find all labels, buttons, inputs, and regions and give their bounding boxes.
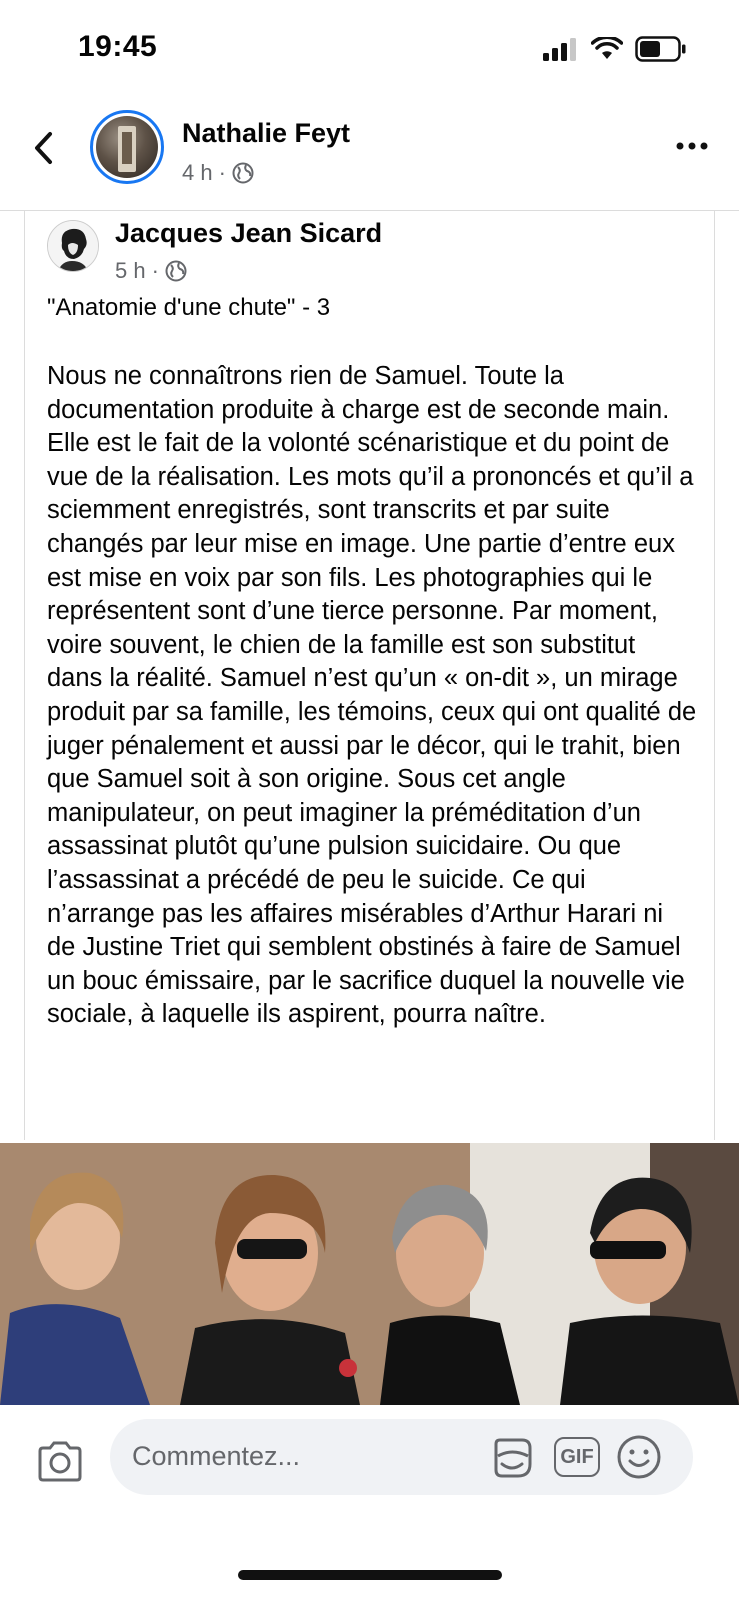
post-body: Nous ne connaîtrons rien de Samuel. Toute la documentation produite à charge est de seconde main. Elle est le fait de la volonté scénaristique et du point de vue de la réalisation. Les mots qu’il a prononcés et qu’il a sciemment enregistrés, sont transcrits et par suite changés par leur mise en image. Une partie d’entre eux est mise en voix par son fils. Les photographies qui le représentent sont d’une tierce personne. Par moment, voire souvent, le chien de la famille est son substitut dans la réalité. Samuel n’est qu’un « on-dit », un mirage produit par sa famille, les témoins, ceux qui ont qualité de juger pénalement et aussi par le décor, qui le trahit, bien que Samuel soit à son origine. Sous cet angle manipulateur, on peut imaginer la préméditation d’un assassinat plutôt qu’une pulsion suicidaire. Ou que l’assassinat a précédé de peu le suicide. Ce qui n’arrange pas les affaires misérables d’Arthur Harari ni de Justine Triet qui semblent obstinés à faire de Samuel un bouc émissaire, par le sacrifice duquel la nouvelle vie sociale, à laquelle ils aspirent, pourra naître. <box>47 362 697 1029</box>
shared-author-name[interactable]: Jacques Jean Sicard <box>115 218 383 248</box>
avatar-photo <box>96 116 158 178</box>
comment-placeholder: Commentez... <box>132 1441 301 1471</box>
wifi-icon <box>591 37 623 61</box>
status-bar <box>0 0 739 96</box>
shared-post-meta <box>115 258 187 284</box>
meta-separator: · <box>218 160 226 185</box>
status-time: 19:45 <box>78 30 158 63</box>
home-indicator <box>238 1570 502 1580</box>
globe-icon <box>165 260 187 282</box>
author-avatar[interactable] <box>90 110 164 184</box>
shared-post-time: 5 h <box>115 258 146 283</box>
emoji-icon <box>616 1434 662 1480</box>
post-meta <box>182 160 254 186</box>
battery-icon <box>635 36 687 62</box>
camera-button[interactable] <box>36 1439 84 1483</box>
post-time: 4 h <box>182 160 213 185</box>
gif-button[interactable] <box>554 1437 600 1477</box>
more-icon <box>675 136 709 156</box>
camera-icon <box>36 1439 84 1483</box>
signal-icon <box>543 37 579 61</box>
status-icons <box>543 36 687 62</box>
more-options-button[interactable] <box>675 136 709 156</box>
photo-people <box>0 1143 739 1405</box>
post-photo[interactable] <box>0 1143 739 1405</box>
emoji-button[interactable] <box>616 1434 662 1480</box>
gif-label: GIF <box>560 1445 594 1468</box>
shared-author-avatar[interactable] <box>47 220 99 272</box>
sticker-button[interactable] <box>488 1434 536 1482</box>
back-button[interactable] <box>30 128 60 168</box>
shared-post <box>24 210 715 1140</box>
meta-separator: · <box>151 258 159 283</box>
sticker-icon <box>488 1434 536 1482</box>
post-header <box>0 100 739 211</box>
chevron-left-icon <box>30 128 60 168</box>
comment-input[interactable] <box>110 1419 693 1495</box>
avatar-sketch-icon <box>48 221 98 271</box>
globe-icon <box>232 162 254 184</box>
post-title: "Anatomie d'une chute" - 3 <box>47 294 331 321</box>
author-name[interactable]: Nathalie Feyt <box>182 118 351 148</box>
